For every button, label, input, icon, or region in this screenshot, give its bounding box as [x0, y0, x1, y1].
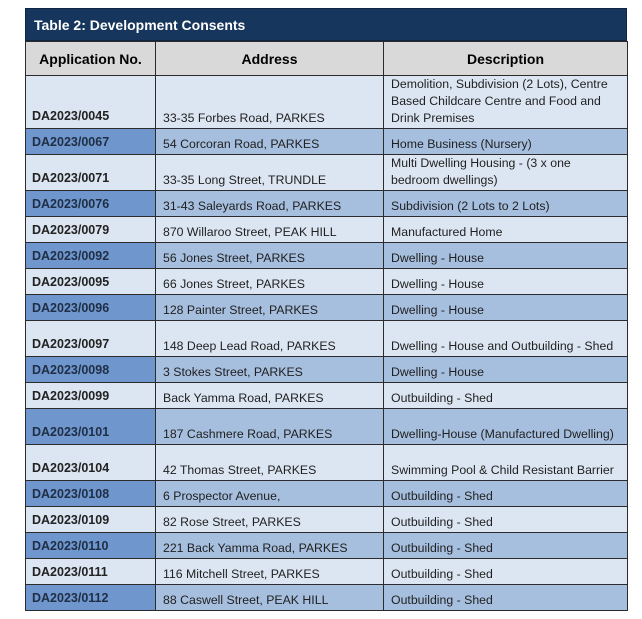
table-row: [26, 559, 628, 585]
cell-address: 116 Mitchell Street, PARKES: [156, 559, 384, 585]
cell-application-no: DA2023/0076: [26, 191, 156, 217]
table-row: [26, 507, 628, 533]
cell-description: Outbuilding - Shed: [384, 585, 628, 611]
cell-address: 148 Deep Lead Road, PARKES: [156, 321, 384, 357]
cell-application-no: DA2023/0112: [26, 585, 156, 611]
cell-application-no: DA2023/0104: [26, 445, 156, 481]
cell-description: Outbuilding - Shed: [384, 559, 628, 585]
table-row: [26, 217, 628, 243]
cell-description: Dwelling - House: [384, 357, 628, 383]
cell-address: 6 Prospector Avenue,: [156, 481, 384, 507]
cell-application-no: DA2023/0079: [26, 217, 156, 243]
cell-application-no: DA2023/0108: [26, 481, 156, 507]
table-row: [26, 76, 628, 129]
header-application-no: Application No.: [26, 42, 156, 76]
table-row: [26, 383, 628, 409]
cell-description: Dwelling - House: [384, 243, 628, 269]
table-row: [26, 295, 628, 321]
cell-address: 56 Jones Street, PARKES: [156, 243, 384, 269]
cell-address: Back Yamma Road, PARKES: [156, 383, 384, 409]
cell-description: Dwelling - House: [384, 269, 628, 295]
cell-address: 187 Cashmere Road, PARKES: [156, 409, 384, 445]
cell-application-no: DA2023/0110: [26, 533, 156, 559]
development-consents-table: [25, 41, 628, 611]
cell-address: 870 Willaroo Street, PEAK HILL: [156, 217, 384, 243]
cell-description: Dwelling - House and Outbuilding - Shed: [384, 321, 628, 357]
table-row: [26, 269, 628, 295]
cell-description: Outbuilding - Shed: [384, 383, 628, 409]
cell-application-no: DA2023/0098: [26, 357, 156, 383]
header-description: Description: [384, 42, 628, 76]
cell-address: 3 Stokes Street, PARKES: [156, 357, 384, 383]
development-consents-table-container: [25, 8, 627, 611]
cell-address: 33-35 Forbes Road, PARKES: [156, 76, 384, 129]
table-row: [26, 191, 628, 217]
table-row: [26, 129, 628, 155]
cell-description: Outbuilding - Shed: [384, 481, 628, 507]
cell-application-no: DA2023/0095: [26, 269, 156, 295]
table-row: [26, 585, 628, 611]
cell-description: Multi Dwelling Housing - (3 x one bedroom dwellings): [384, 155, 628, 191]
cell-address: 66 Jones Street, PARKES: [156, 269, 384, 295]
table-row: [26, 357, 628, 383]
cell-application-no: DA2023/0101: [26, 409, 156, 445]
cell-description: Home Business (Nursery): [384, 129, 628, 155]
cell-address: 82 Rose Street, PARKES: [156, 507, 384, 533]
cell-address: 33-35 Long Street, TRUNDLE: [156, 155, 384, 191]
cell-address: 221 Back Yamma Road, PARKES: [156, 533, 384, 559]
cell-application-no: DA2023/0097: [26, 321, 156, 357]
table-header-row: [26, 42, 628, 76]
cell-address: 128 Painter Street, PARKES: [156, 295, 384, 321]
cell-description: Outbuilding - Shed: [384, 507, 628, 533]
cell-address: 54 Corcoran Road, PARKES: [156, 129, 384, 155]
cell-address: 88 Caswell Street, PEAK HILL: [156, 585, 384, 611]
cell-description: Dwelling-House (Manufactured Dwelling): [384, 409, 628, 445]
table-row: [26, 155, 628, 191]
table-row: [26, 481, 628, 507]
cell-description: Demolition, Subdivision (2 Lots), Centre Based Childcare Centre and Food and Drink Premises: [384, 76, 628, 129]
cell-application-no: DA2023/0071: [26, 155, 156, 191]
table-row: [26, 533, 628, 559]
table-row: [26, 243, 628, 269]
cell-description: Manufactured Home: [384, 217, 628, 243]
table-row: [26, 409, 628, 445]
cell-application-no: DA2023/0092: [26, 243, 156, 269]
cell-address: 42 Thomas Street, PARKES: [156, 445, 384, 481]
cell-description: Outbuilding - Shed: [384, 533, 628, 559]
cell-description: Swimming Pool & Child Resistant Barrier: [384, 445, 628, 481]
header-address: Address: [156, 42, 384, 76]
cell-application-no: DA2023/0067: [26, 129, 156, 155]
table-title: Table 2: Development Consents: [25, 8, 627, 41]
table-row: [26, 445, 628, 481]
table-row: [26, 321, 628, 357]
cell-application-no: DA2023/0045: [26, 76, 156, 129]
cell-application-no: DA2023/0099: [26, 383, 156, 409]
cell-application-no: DA2023/0111: [26, 559, 156, 585]
cell-description: Subdivision (2 Lots to 2 Lots): [384, 191, 628, 217]
cell-address: 31-43 Saleyards Road, PARKES: [156, 191, 384, 217]
cell-application-no: DA2023/0096: [26, 295, 156, 321]
cell-description: Dwelling - House: [384, 295, 628, 321]
cell-application-no: DA2023/0109: [26, 507, 156, 533]
